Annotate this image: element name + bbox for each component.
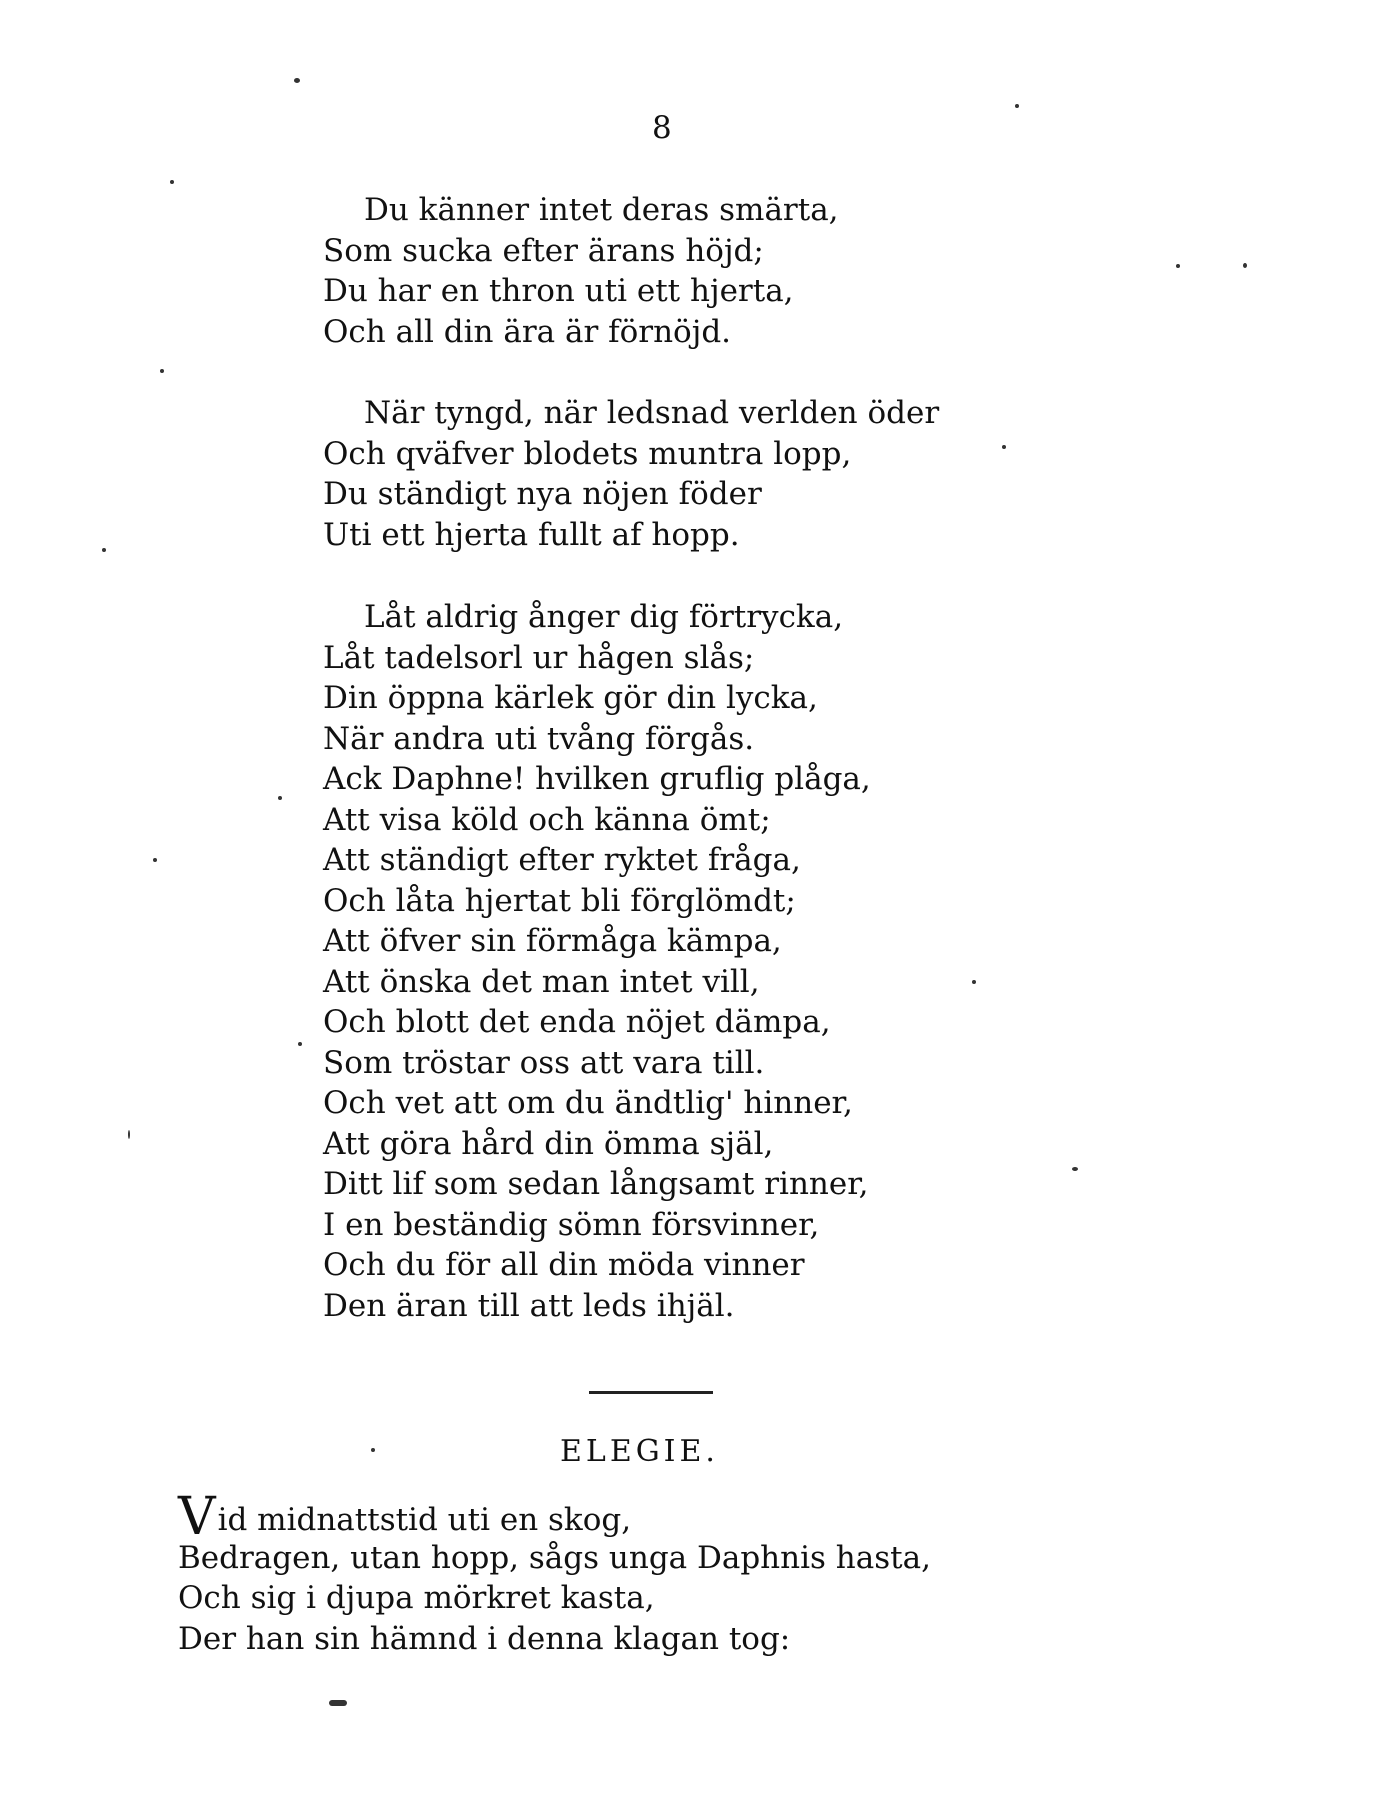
ink-speck — [1002, 445, 1006, 449]
verse-line: Att ständigt efter ryktet fråga, — [323, 842, 801, 878]
verse-line: Du känner intet deras smärta, — [364, 192, 839, 228]
page-number: 8 — [652, 110, 672, 146]
verse-line: I en beständig sömn försvinner, — [323, 1206, 820, 1243]
stanza-3 — [323, 597, 871, 1326]
ink-speck — [160, 369, 164, 373]
poem-heading: ELEGIE. — [560, 1434, 719, 1469]
ink-speck — [128, 1130, 130, 1139]
stanza-2 — [323, 393, 939, 555]
verse-line-first — [178, 1487, 931, 1547]
verse-line: Ditt lif som sedan långsamt rinner, — [323, 1166, 869, 1202]
verse-line: Och qväfver blodets muntra lopp, — [323, 435, 852, 472]
ink-speck — [170, 180, 174, 184]
ink-speck — [298, 1042, 302, 1046]
verse-line: Som sucka efter ärans höjd; — [323, 232, 764, 269]
ink-speck — [1015, 104, 1019, 108]
ink-speck — [371, 1448, 375, 1452]
verse-line: Att göra hård din ömma själ, — [323, 1125, 774, 1162]
ink-speck — [329, 1700, 347, 1706]
ink-speck — [294, 78, 300, 83]
section-divider — [589, 1391, 713, 1394]
verse-line: Att önska det man intet vill, — [323, 963, 760, 1000]
verse-line-text: id midnattstid uti en skog, — [217, 1502, 632, 1538]
verse-line: Och du för all din möda vinner — [323, 1247, 805, 1283]
verse-line: Och vet att om du ändtlig' hinner, — [323, 1085, 853, 1121]
verse-line: Som tröstar oss att vara till. — [323, 1044, 765, 1081]
verse-line: Din öppna kärlek gör din lycka, — [323, 680, 818, 716]
verse-line: Att öfver sin förmåga kämpa, — [323, 923, 782, 959]
verse-line: Bedragen, utan hopp, sågs unga Daphnis hasta, — [178, 1539, 931, 1576]
verse-line: När tyngd, när ledsnad verlden öder — [364, 395, 940, 431]
ink-speck — [102, 548, 106, 552]
ink-speck — [278, 796, 282, 800]
verse-line: Och sig i djupa mörkret kasta, — [178, 1580, 655, 1616]
verse-line: Ack Daphne! hvilken gruflig plåga, — [323, 761, 871, 797]
ink-speck — [972, 980, 976, 984]
verse-line: Och all din ära är förnöjd. — [323, 313, 732, 350]
verse-line: Du ständigt nya nöjen föder — [323, 476, 762, 512]
verse-line: När andra uti tvång förgås. — [323, 720, 755, 757]
verse-line: Den äran till att leds ihjäl. — [323, 1287, 735, 1324]
ink-speck — [1176, 264, 1180, 268]
verse-line: Låt tadelsorl ur hågen slås; — [323, 639, 755, 676]
elegie-stanza — [178, 1487, 931, 1659]
verse-line: Att visa köld och känna ömt; — [323, 801, 771, 838]
verse-line: Och låta hjertat bli förglömdt; — [323, 882, 796, 919]
verse-line: Och blott det enda nöjet dämpa, — [323, 1004, 831, 1040]
verse-line: Uti ett hjerta fullt af hopp. — [323, 516, 740, 553]
ink-speck — [1072, 1167, 1078, 1171]
stanza-1 — [323, 190, 839, 352]
ink-speck — [153, 858, 157, 862]
verse-line: Låt aldrig ånger dig förtrycka, — [364, 599, 844, 635]
verse-line: Du har en thron uti ett hjerta, — [323, 273, 794, 309]
drop-cap: V — [178, 1487, 216, 1547]
verse-line: Der han sin hämnd i denna klagan tog: — [178, 1620, 791, 1657]
ink-speck — [1243, 263, 1247, 268]
